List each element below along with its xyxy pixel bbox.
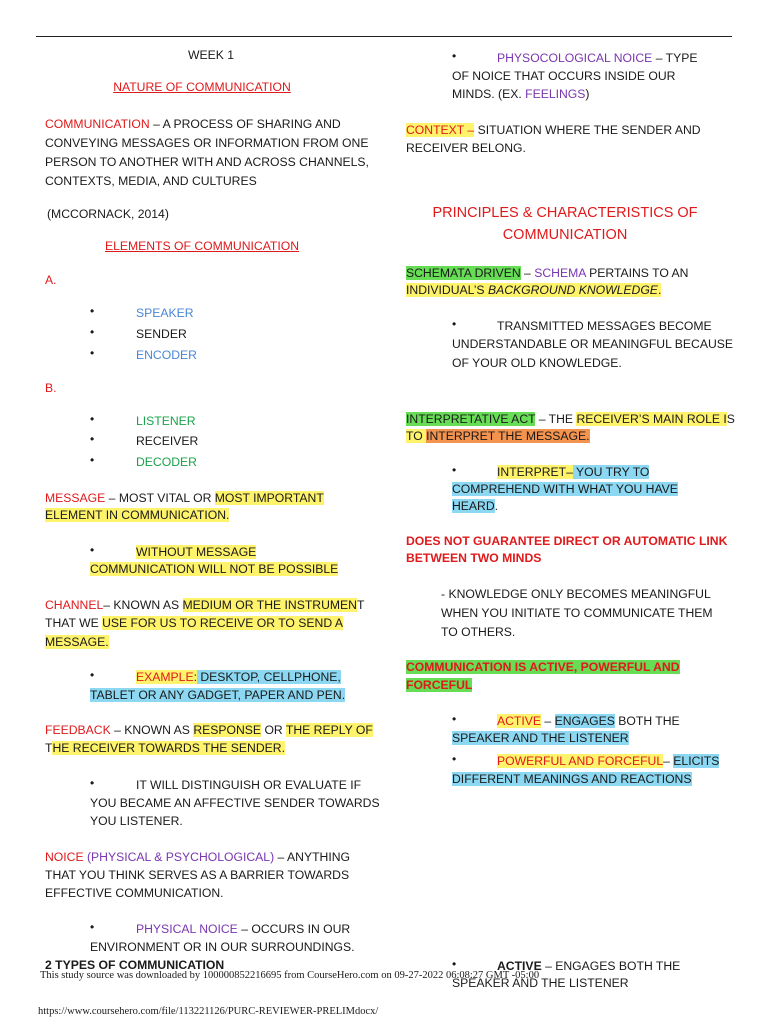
highlight: THE REPLY OF <box>285 723 373 737</box>
highlight: . <box>657 283 662 297</box>
knowledge-text: WHEN YOU INITIATE TO COMMUNICATE THEM <box>441 606 713 620</box>
bullet: • <box>90 543 95 557</box>
example-term: EXAMPLE <box>136 670 194 684</box>
highlight: MEDIUM OR THE INSTRUMEN <box>182 598 357 612</box>
definition-text: PERSON TO ANOTHER WITH AND ACROSS CHANNELS, <box>45 155 369 169</box>
bullet: • <box>90 304 95 318</box>
definition-text: – MOST VITAL OR <box>105 491 215 505</box>
bullet: • <box>90 776 95 790</box>
week-label: WEEK 1 <box>187 48 235 62</box>
definition-text: CONVEYING MESSAGES OR INFORMATION FROM ONE <box>45 136 369 150</box>
bullet: • <box>90 453 95 467</box>
active-heading: COMMUNICATION IS ACTIVE, POWERFUL AND <box>406 660 680 674</box>
types-heading: 2 TYPES OF COMMUNICATION <box>45 958 225 972</box>
noice-term: NOICE <box>45 850 84 864</box>
definition-text: – TYPE <box>652 51 698 65</box>
definition-text: THAT YOU THINK SERVES AS A BARRIER TOWARDS <box>45 868 350 882</box>
definition-text: – KNOWN AS <box>110 723 194 737</box>
bullet: • <box>90 432 95 446</box>
bullet-text: TRANSMITTED MESSAGES BECOME <box>497 319 712 333</box>
knowledge-text: - KNOWLEDGE ONLY BECOMES MEANINGFUL <box>441 587 711 601</box>
definition-text: – <box>541 714 555 728</box>
definition-text: – ANYTHING <box>274 850 351 864</box>
schema-word: SCHEMA <box>534 266 586 280</box>
feelings-word: FEELINGS <box>525 87 586 101</box>
top-rule <box>36 36 732 37</box>
definition-text: T <box>45 741 53 755</box>
highlight: YOU TRY TO <box>572 465 650 479</box>
interpretative-term: INTERPRETATIVE ACT <box>406 412 536 426</box>
nature-title: NATURE OF COMMUNICATION <box>113 80 291 94</box>
definition-text: BOTH THE <box>614 714 680 728</box>
highlight: ELICITS <box>673 754 720 768</box>
highlight: DIFFERENT MEANINGS AND REACTIONS <box>452 772 692 786</box>
highlight: INTERPRET THE MESSAGE. <box>426 429 590 443</box>
highlight: MOST IMPORTANT <box>214 491 324 505</box>
definition-text: S <box>726 412 735 426</box>
active-term: ACTIVE <box>497 714 542 728</box>
powerful-term: POWERFUL AND FORCEFUL <box>497 754 664 768</box>
bullet-text: OF YOUR OLD KNOWLEDGE. <box>452 356 622 370</box>
context-term: CONTEXT – <box>406 123 475 137</box>
definition-text: PERTAINS TO AN <box>585 266 689 280</box>
feedback-term: FEEDBACK <box>45 723 111 737</box>
list-item: SPEAKER <box>136 306 194 320</box>
label-b: B. <box>45 381 57 395</box>
list-item: SENDER <box>136 327 187 341</box>
highlight: USE FOR US TO RECEIVE OR TO SEND A <box>102 616 343 630</box>
guarantee-heading: BETWEEN TWO MINDS <box>406 551 542 565</box>
definition-text: ENVIRONMENT OR IN OUR SURROUNDINGS. <box>90 940 355 954</box>
schemata-term: SCHEMATA DRIVEN <box>406 266 521 280</box>
definition-text: MINDS. (EX. <box>452 87 526 101</box>
channel-term: CHANNEL <box>45 598 104 612</box>
download-notice: This study source was downloaded by 100000852216695 from CourseHero.com on 09-27-2022 06:08:27 GMT -05:00 <box>40 970 540 981</box>
list-item: LISTENER <box>136 414 196 428</box>
active-term: ACTIVE <box>497 959 542 973</box>
highlight: INDIVIDUAL’S <box>406 283 488 297</box>
highlight: HEARD <box>452 499 495 513</box>
communication-term: COMMUNICATION <box>45 117 150 131</box>
highlight: ENGAGES <box>554 714 615 728</box>
elements-title: ELEMENTS OF COMMUNICATION <box>104 239 300 253</box>
definition-text: – ENGAGES BOTH THE <box>541 959 681 973</box>
definition-text: T <box>356 598 365 612</box>
highlight: COMPREHEND WITH WHAT YOU HAVE <box>452 482 678 496</box>
bullet-text: YOU BECAME AN AFFECTIVE SENDER TOWARDS <box>90 796 380 810</box>
highlight: : <box>193 670 197 684</box>
principles-title: COMMUNICATION <box>502 227 628 243</box>
interpret-term: INTERPRET– <box>497 465 573 479</box>
label-a: A. <box>45 273 57 287</box>
physical-noice-term: PHYSICAL NOICE <box>136 922 238 936</box>
bullet-text: UNDERSTANDABLE OR MEANINGFUL BECAUSE <box>452 337 734 351</box>
principles-title: PRINCIPLES & CHARACTERISTICS OF <box>432 205 698 221</box>
definition-text: OF NOICE THAT OCCURS INSIDE OUR <box>452 69 676 83</box>
highlight: SPEAKER AND THE LISTENER <box>452 731 629 745</box>
bullet: • <box>452 752 457 766</box>
bullet-text: YOU LISTENER. <box>90 814 183 828</box>
source-url[interactable]: https://www.coursehero.com/file/113221126/PURC-REVIEWER-PRELIMdocx/ <box>38 1006 379 1017</box>
highlight: HE RECEIVER TOWARDS THE SENDER. <box>52 741 285 755</box>
definition-text: – OCCURS IN OUR <box>237 922 351 936</box>
highlight: TABLET OR ANY GADGET, PAPER AND PEN. <box>90 688 346 702</box>
definition-text: SPEAKER AND THE LISTENER <box>452 976 629 990</box>
noice-types: (PHYSICAL & PSYCHOLOGICAL) <box>83 850 275 864</box>
highlight: COMMUNICATION WILL NOT BE POSSIBLE <box>90 562 339 576</box>
bullet: • <box>90 325 95 339</box>
bullet: • <box>90 920 95 934</box>
bullet: • <box>90 412 95 426</box>
bullet: • <box>452 712 457 726</box>
bullet: • <box>452 463 457 477</box>
definition-text: – KNOWN AS <box>103 598 183 612</box>
citation: (MCCORNACK, 2014) <box>47 207 169 221</box>
highlight: TO <box>406 429 427 443</box>
highlight: BACKGROUND KNOWLEDGE <box>487 283 658 297</box>
definition-text: EFFECTIVE COMMUNICATION. <box>45 886 224 900</box>
definition-text: . <box>494 499 499 513</box>
highlight: RECEIVER’S MAIN ROLE I <box>576 412 727 426</box>
definition-text: – <box>520 266 535 280</box>
bullet: • <box>452 317 457 331</box>
knowledge-text: TO OTHERS. <box>441 625 516 639</box>
highlight: WITHOUT MESSAGE <box>136 545 257 559</box>
bullet-text: IT WILL DISTINGUISH OR EVALUATE IF <box>136 778 362 792</box>
definition-text: SITUATION WHERE THE SENDER AND <box>474 123 701 137</box>
highlight: ELEMENT IN COMMUNICATION. <box>45 508 230 522</box>
psychological-noice-term: PHYSOCOLOGICAL NOICE <box>497 51 653 65</box>
definition-text: – <box>663 754 674 768</box>
definition-text: CONTEXTS, MEDIA, AND CULTURES <box>45 174 257 188</box>
definition-text: OR <box>261 723 286 737</box>
list-item: DECODER <box>136 455 197 469</box>
guarantee-heading: DOES NOT GUARANTEE DIRECT OR AUTOMATIC LINK <box>406 534 728 548</box>
definition-text: RECEIVER BELONG. <box>406 141 526 155</box>
bullet: • <box>452 957 457 971</box>
highlight: MESSAGE. <box>45 635 109 649</box>
highlight: DESKTOP, CELLPHONE, <box>196 670 341 684</box>
list-item: ENCODER <box>136 348 197 362</box>
highlight: RESPONSE <box>193 723 262 737</box>
list-item: RECEIVER <box>136 434 199 448</box>
message-term: MESSAGE <box>45 491 106 505</box>
definition-text: – THE <box>535 412 577 426</box>
bullet: • <box>452 49 457 63</box>
active-heading: FORCEFUL <box>406 678 473 692</box>
bullet: • <box>90 668 95 682</box>
definition-text: THAT WE <box>45 616 103 630</box>
bullet: • <box>90 346 95 360</box>
definition-text: ) <box>585 87 590 101</box>
definition-text: – A PROCESS OF SHARING AND <box>149 117 341 131</box>
